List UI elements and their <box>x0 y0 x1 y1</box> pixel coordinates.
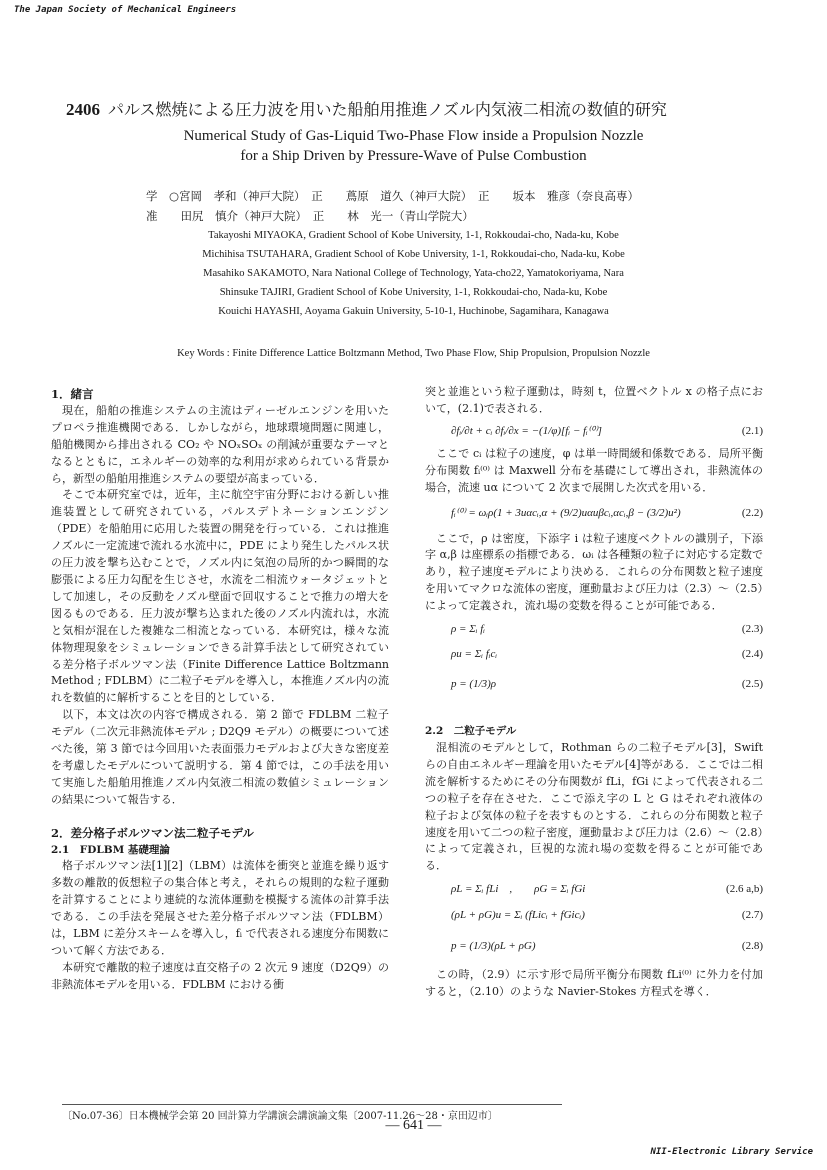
left-column <box>51 386 389 994</box>
section-2-1-heading: 2.1 FDLBM 基礎理論 <box>51 843 170 856</box>
paper-title-jp <box>66 97 667 120</box>
equation-number: (2.3) <box>741 622 763 635</box>
equation-number: (2.7) <box>741 908 763 921</box>
equation-2-2 <box>451 501 763 527</box>
authors-line2: 准 田尻 慎介（神戸大院） 正 林 光一（青山学院大） <box>146 209 474 223</box>
equation-number: (2.5) <box>741 677 763 690</box>
paper-title-en-line2: for a Ship Driven by Pressure-Wave of Pulse Combustion <box>240 148 587 164</box>
equation-body: p = (1/3)(ρL + ρG) <box>451 939 536 952</box>
section-1-heading: 1．緒言 <box>51 387 94 401</box>
equation-body: fᵢ⁽⁰⁾ = ωᵢρ(1 + 3uαcᵢ,α + (9/2)uαuβcᵢ,αcᵢ,β − (3/2)u²) <box>451 507 681 520</box>
paragraph: 以下，本文は次の内容で構成される．第 2 節で FDLBM 二粒子モデル（二次元非熱流体モデル ; D2Q9 モデル）の概要について述べた後，第 3 節では今回用いた表面張力モデルおよび大きな密度差を考慮したモデルについて説明する．第 4 節では，この手法を用いて実施した船舶用推進ノズル内気液二相流の数値シミュレーションの結果について報告する． <box>51 708 389 806</box>
equation-2-7 <box>451 901 763 929</box>
equation-body: ρL = Σᵢ fLi , ρG = Σᵢ fGi <box>451 882 586 895</box>
equation-body: ρu = Σᵢ fᵢcᵢ <box>451 647 498 660</box>
equation-number: (2.8) <box>741 939 763 952</box>
equation-number: (2.4) <box>741 647 763 660</box>
affiliation-1: Takayoshi MIYAOKA, Gradient School of Kobe University, 1-1, Rokkoudai-cho, Nada-ku, Kobe <box>208 230 619 241</box>
equation-body: ρ = Σᵢ fᵢ <box>451 622 486 635</box>
paragraph: 本研究で離散的粒子速度は直交格子の 2 次元 9 速度（D2Q9）の非熱流体モデルを用いる．FDLBM における衝 <box>51 960 389 991</box>
paragraph: そこで本研究室では，近年，主に航空宇宙分野における新しい推進装置として研究されている，パルスデトネーションエンジン（PDE）を船舶用に応用した装置の開発を行っている．これは推進ノズルに一定流速で流れる水流中に，PDE により発生したパルス状の圧力波を撃ち込むことで，ノズル内に気泡の局所的かつ瞬間的な膨張による圧力勾配を生じさせ，水流を二相流ウォータジェットとして加速し，その反動をノズル壁面で回収することで推力の増大を図るものである．圧力波が撃ち込まれた後のノズル内流れは，水流と気相が混在した複雑な二相流となっている．本研究は，様々な流体物理現象をシミュレーションできる計算手法として研究されている差分格子ボルツマン法（Finite Difference Lattice Boltzmann Method ; FDLBM）に二粒子モデルを導入し，本推進ノズル内の流れを数値的に解析することを目的としている． <box>51 488 389 705</box>
paragraph: この時，（2.9）に示す形で局所平衡分布関数 fLi⁽⁰⁾ に外力を付加すると，（2.10）のような Navier-Stokes 方程式を導く． <box>425 968 763 999</box>
paper-title-en-line1: Numerical Study of Gas-Liquid Two-Phase Flow inside a Propulsion Nozzle <box>183 128 644 144</box>
affiliation-3: Masahiko SAKAMOTO, Nara National College of Technology, Yata-cho22, Yamatokoriyama, Nara <box>203 268 624 279</box>
equation-2-4 <box>451 641 763 667</box>
authors-line1: 学 ○宮岡 孝和（神戸大院） 正 蔦原 道久（神戸大院） 正 坂本 雅彦（奈良高専） <box>146 189 640 203</box>
conference-footer: 〔No.07-36〕日本機械学会第 20 回計算力学講演会講演論文集〔2007-11.26～28・京田辺市〕 <box>62 1104 562 1122</box>
equation-2-5 <box>451 667 763 701</box>
library-footer: NII-Electronic Library Service <box>650 1147 813 1157</box>
equation-2-3 <box>451 617 763 641</box>
equation-2-8 <box>451 929 763 963</box>
equation-number: (2.1) <box>741 425 763 438</box>
affiliation-2: Michihisa TSUTAHARA, Gradient School of Kobe University, 1-1, Rokkoudai-cho, Nada-ku, Kobe <box>202 249 625 260</box>
paragraph: ここで cᵢ は粒子の速度，φ は単一時間緩和係数である．局所平衡分布関数 fᵢ⁽⁰⁾ は Maxwell 分布を基礎にして導出され，非熱流体の場合，流速 uα について 2 次まで展開した次式を用いる． <box>425 446 763 494</box>
page-number: — 641 — <box>385 1118 442 1133</box>
paragraph: 格子ボルツマン法[1][2]（LBM）は流体を衝突と並進を繰り返す多数の離散的仮想粒子の集合体と考え，それらの規則的な粒子運動を計算することにより連続的な流体運動を模擬する流体の計算手法である．この手法を発展させた差分格子ボルツマン法（FDLBM）は，LBM に差分スキームを導入し，fᵢ で代表される速度分布関数について解く方法である． <box>51 859 389 957</box>
equation-number: (2.2) <box>741 507 763 520</box>
paragraph: 混相流のモデルとして，Rothman らの二粒子モデル[3]，Swift らの自由エネルギー理論を用いたモデル[4]等がある．ここでは二相流を解析するためにその分布関数が fLi，fGi によって代表される二つの粒子を存在させた．ここで添え字の L と G はそれぞれ液体の粒子および気体の粒子を表すものとする．これらの分布関数と粒子速度を用いて二つの粒子密度，運動量および圧力は（2.6）～（2.8）によって定義され，巨視的な流れ場の変数を得ることが可能である． <box>425 740 763 873</box>
paragraph: 現在，船舶の推進システムの主流はディーゼルエンジンを用いたプロペラ推進機関である．しかしながら，地球環境問題に関連し，船舶機関から排出される CO₂ や NOₓSOₓ の削減が重要なテーマとなるとともに，エネルギーの効率的な利用が求められている背景から，新型の船舶用推進システムの要望が高まっている． <box>51 403 389 485</box>
right-column <box>425 384 763 1001</box>
title-jp-text: パルス燃焼による圧力波を用いた船舶用推進ノズル内気液二相流の数値的研究 <box>108 100 667 119</box>
affiliation-5: Kouichi HAYASHI, Aoyama Gakuin University, 5-10-1, Huchinobe, Sagamihara, Kanagawa <box>218 306 609 317</box>
equation-body: (ρL + ρG)u = Σᵢ (fLicᵢ + fGicᵢ) <box>451 908 585 921</box>
section-2-2-heading: 2.2 二粒子モデル <box>425 725 517 738</box>
equation-body: p = (1/3)ρ <box>451 677 497 690</box>
equation-2-6 <box>451 877 763 901</box>
equation-number: (2.6 a,b) <box>726 882 763 895</box>
keywords: Key Words : Finite Difference Lattice Boltzmann Method, Two Phase Flow, Ship Propulsion, Propulsion Nozzle <box>177 348 650 359</box>
section-2-heading: 2．差分格子ボルツマン法二粒子モデル <box>51 825 254 840</box>
paragraph: 突と並進という粒子運動は，時刻 t，位置ベクトル x の格子点において，(2.1)で表される． <box>425 385 763 415</box>
paper-number: 2406 <box>66 100 100 119</box>
equation-2-1 <box>451 420 763 444</box>
society-header: The Japan Society of Mechanical Engineers <box>14 5 237 15</box>
affiliation-4: Shinsuke TAJIRI, Gradient School of Kobe University, 1-1, Rokkoudai-cho, Nada-ku, Kobe <box>219 287 608 298</box>
equation-body: ∂fᵢ/∂t + cᵢ ∂fᵢ/∂x = −(1/φ)[fᵢ − fᵢ⁽⁰⁾] <box>451 425 602 438</box>
paragraph: ここで，ρ は密度，下添字 i は粒子速度ベクトルの識別子，下添字 α,β は座標系の指標である．ωᵢ は各種類の粒子に対応する定数であり，粒子速度モデルにより決める．これらの分布関数と粒子速度を用いてマクロな流体の密度，運動量および圧力は（2.3）～（2.5）によって定義され，流れ場の変数を得ることが可能である． <box>425 531 763 613</box>
